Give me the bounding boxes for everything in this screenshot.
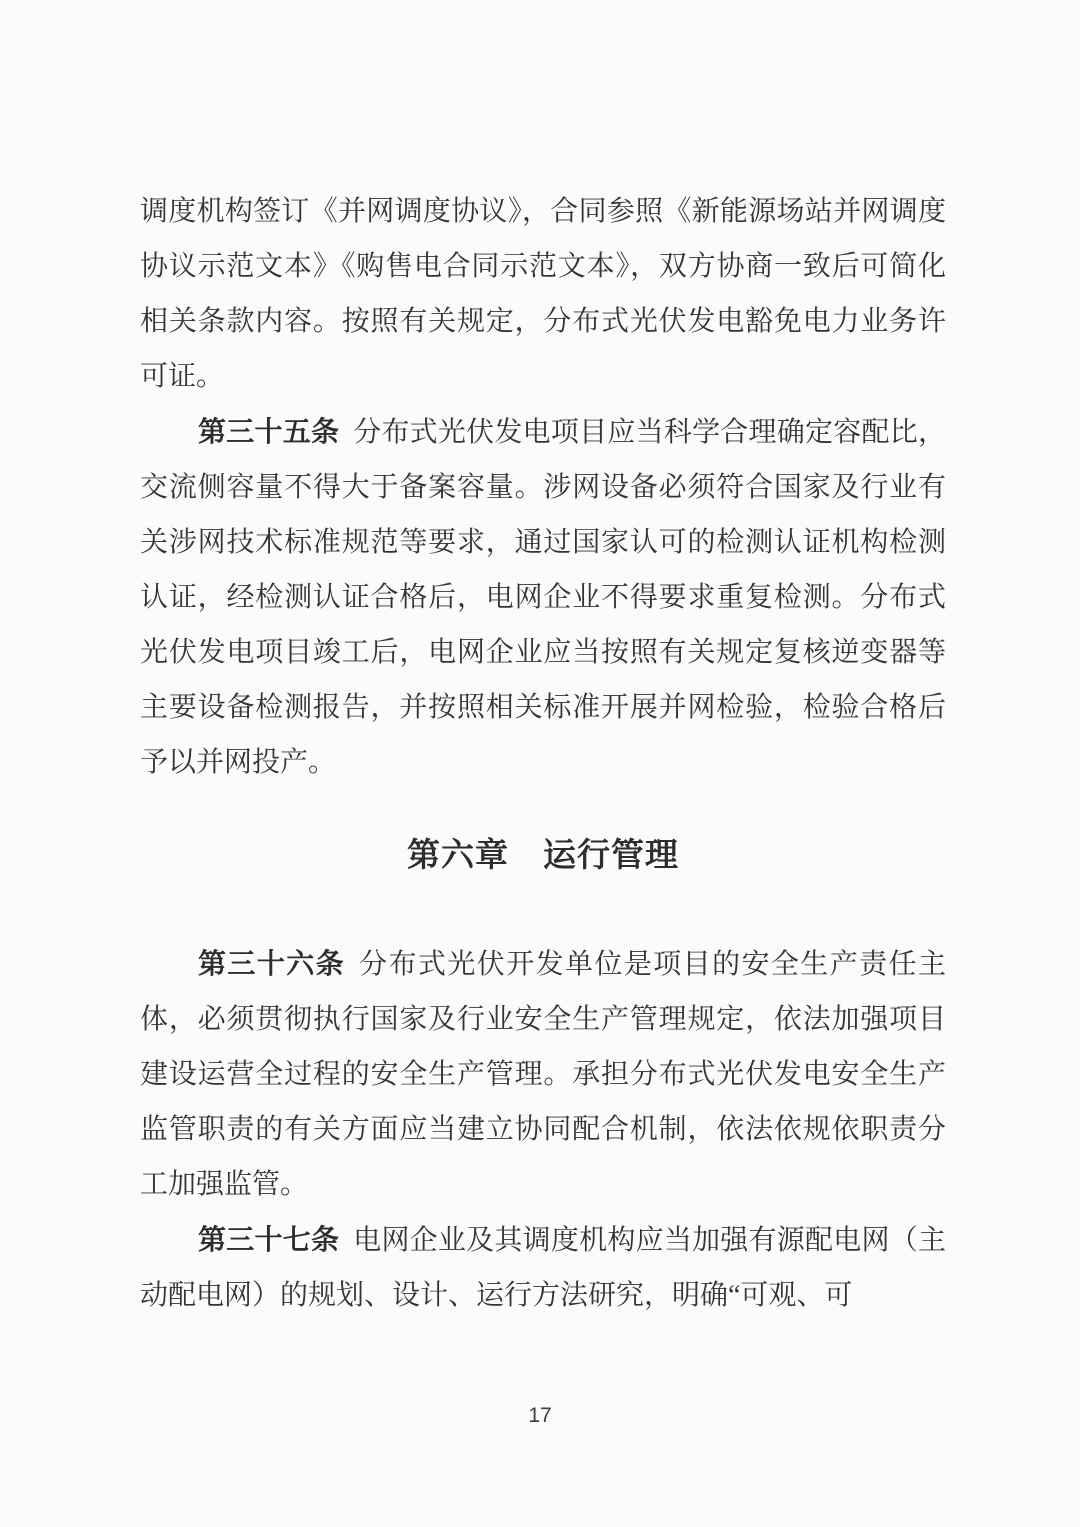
page-number: 17 bbox=[528, 1404, 552, 1427]
article-number-label: 第三十五条 bbox=[198, 416, 340, 447]
paragraph-text: 电网企业及其调度机构应当加强有源配电网（主动配电网）的规划、设计、运行方法研究，明确“可观、可 bbox=[140, 1225, 946, 1311]
paragraph-text: 调度机构签订《并网调度协议》，合同参照《新能源场站并网调度协议示范文本》《购售电合同示范文本》，双方协商一致后可简化相关条款内容。按照有关规定，分布式光伏发电豁免电力业务许可证。 bbox=[140, 196, 946, 392]
chapter-heading: 第六章 运行管理 bbox=[407, 836, 679, 873]
paragraph-article-36 bbox=[140, 936, 946, 1212]
page-content bbox=[140, 184, 946, 1323]
paragraph-text: 分布式光伏开发单位是项目的安全生产责任主体，必须贯彻执行国家及行业安全生产管理规定，依法加强项目建设运营全过程的安全生产管理。承担分布式光伏发电安全生产监管职责的有关方面应当建立协同配合机制，依法依规依职责分工加强监管。 bbox=[140, 949, 946, 1200]
article-number-label: 第三十六条 bbox=[198, 948, 346, 979]
paragraph-article-37 bbox=[140, 1212, 946, 1323]
paragraph-article-35 bbox=[140, 404, 946, 790]
paragraph-text: 分布式光伏发电项目应当科学合理确定容配比，交流侧容量不得大于备案容量。涉网设备必须符合国家及行业有关涉网技术标准规范等要求，通过国家认可的检测认证机构检测认证，经检测认证合格后，电网企业不得要求重复检测。分布式光伏发电项目竣工后，电网企业应当按照有关规定复核逆变器等主要设备检测报告，并按照相关标准开展并网检验，检验合格后予以并网投产。 bbox=[140, 417, 946, 778]
paragraph-continuation bbox=[140, 184, 946, 404]
article-number-label: 第三十七条 bbox=[198, 1224, 340, 1255]
